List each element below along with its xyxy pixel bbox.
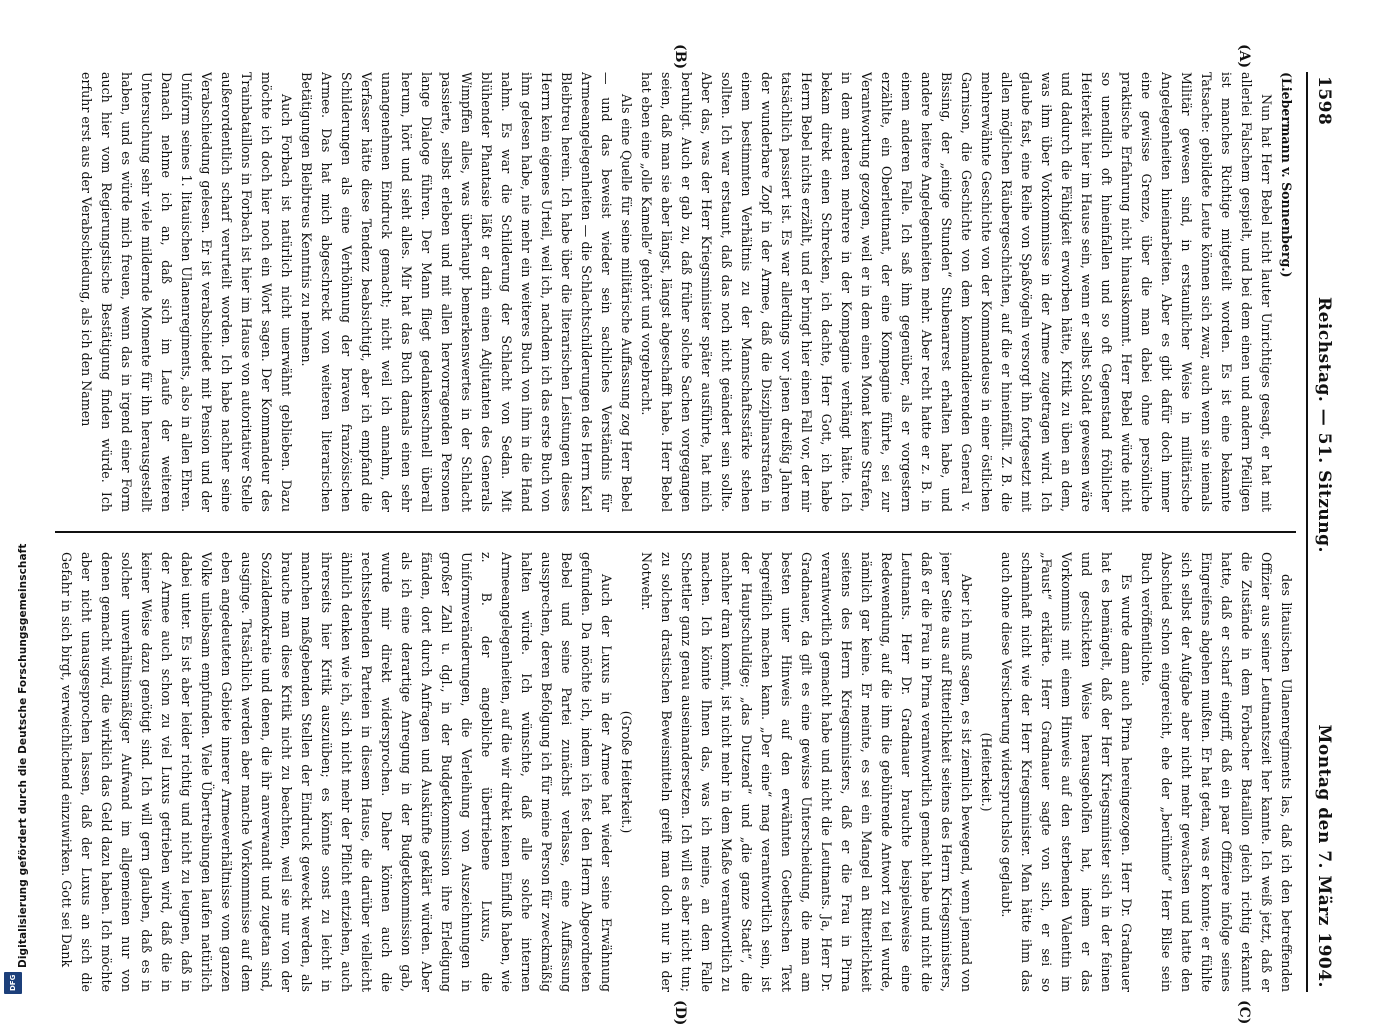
paragraph: Auch Forbach ist natürlich nicht unerwähnt geblieben. Dazu möchte ich doch hier noch ein Wort sagen. Der Kommandeur des Trainbataillons in Forbach ist hier im Hause von autoritativer Stelle außerordentlich scharf verurteilt worden. Ich habe nachher seine Verabschiedung gelesen. Er ist verabschiedet mit Pension und der Uniform seines 1. litauischen Ulanenregiments, also in allen Ehren. Danach nehme ich an, daß sich im Laufe der weiteren Untersuchung sehr viele mildernde Momente für ihn herausgestellt haben, und es würde mich freuen, wenn das in irgend einer Form auch hier vom Regierungstische Bestätigung finden würde. Ich erfuhr erst aus der Verabschiedung, als ich den Namen [79,72,294,512]
speaker-name: (Liebermann v. Sonnenberg.) [1279,72,1294,278]
margin-marker-d: (D) [672,1000,688,1025]
footer-strip [2,0,29,1000]
header-title: Reichstag. — 51. Sitzung. [1314,296,1334,553]
dfg-logo: DFG [4,972,22,994]
paragraph: Es wurde dann auch Pirna hereingezogen. Herr Dr. Gradnauer hat es bemängelt, daß der Herr Kriegsminister sich in der feinen und geschickten Weise herausgeholfen hat, indem er das Vorkommnis mit einem Hinweis auf den sterbenden Valentin im „Faust“ erklärte. Herr Gradnauer sagte von sich, er sei so schamhaft nicht wie der Herr Kriegsminister. Man hätte ihm das auch ohne diese Versicherung widerspruchslos geglaubt. [999,552,1134,992]
page-header [1306,72,1340,992]
paragraph: Als eine Quelle für seine militärische Auffassung zog Herr Bebel — und das beweist wieder sein sachliches Verständnis für Armeeangelegenheiten — die Schlachtschilderungen des Herrn Karl Bleibtreu herein. Ich habe über die literarischen Leistungen dieses Herrn kein eigenes Urteil, weil ich, nachdem ich das erste Buch von ihm gelesen habe, nie mehr ein weiteres Buch von ihm in die Hand nahm. Es war die Schilderung der Schlacht von Sedan. Mit blühender Phantasie läßt er darin einen Adjutanten des Generals Wimpffen alles, was überhaupt bemerkenswertes in der Schlacht passierte, selbst erleben und mit allen hervorragenden Personen lange Dialoge führen. Der Mann fliegt gedankenschnell überall herum, hört und sieht alles. Mir hat das Buch damals einen sehr unangenehmen Eindruck gemacht; nicht weil ich annahm, der Verfasser hätte diese Tendenz beabsichtigt, aber ich empfand die Schilderungen als eine Verhöhnung der braven französischen Armee. Das hat mich abgeschreckt von weiteren literarischen Betätigungen Bleibtreus Kenntnis zu nehmen. [299,72,634,512]
column-divider [55,531,1296,533]
margin-marker-c: (C) [1236,1000,1252,1025]
page-number: 1598 [1314,76,1334,126]
header-date: Montag den 7. März 1904. [1314,724,1334,988]
interjection: (Große Heiterkeit.) [619,710,634,834]
right-column [55,552,1296,992]
margin-marker-b: (B) [672,44,688,70]
interjection: (Heiterkeit.) [979,732,994,812]
left-column [55,72,1296,512]
paragraph: des litauischen Ulanenregiments las, daß ich den betreffenden Offizier aus seiner Leutnantszeit her kannte. Ich weiß jetzt, daß er die Zustände in dem Forbacher Bataillon gleich richtig erkannt hatte, daß er scharf eingriff, daß ein paar Offiziere infolge seines Eingreifens abgehen mußten. Er hat getan, was er konnte; er fühlte sich selbst der Aufgabe aber nicht mehr gewachsen und hatte den Abschied schon eingereicht, ehe der „berühmte“ Herr Bilse sein Buch veröffentlichte. [1139,552,1294,992]
footer-credit: Digitalisierung gefördert durch die Deutsche Forschungsgemeinschaft [17,543,29,968]
paragraph: Auch der Luxus in der Armee hat wieder seine Erwähnung gefunden. Da möchte ich, indem ich fest den Herrn Abgeordneten Bebel und seine Partei zunächst verlasse, eine Auffassung aussprechen, deren Befolgung ich für meine Person für zweckmäßig halten würde. Ich wünschte, daß alle solche internen Armeeangelegenheiten, auf die wir direkt keinen Einfluß haben, wie z. B. der angebliche übertriebene Luxus, die Uniformveränderungen, die Verleihung von Auszeichnungen in großer Zahl u. dgl., in der Budgetkommission ihre Erledigung fänden, dort durch Anfragen und Auskünfte geklärt würden. Aber als ich eine derartige Anregung in der Budgetkommission gab, wurde mir direkt widersprochen. Daher können auch die rechtsstehenden Parteien in diesem Hause, die darüber vielleicht ähnlich denken wie ich, sich nicht mehr der Pflicht entziehen, auch ihrerseits hier Kritik auszuüben; es könnte sonst zu leicht in manchen maßgebenden Stellen der Eindruck geweckt werden, als brauche man diese Kritik nicht zu beachten, weil sie nur von der Sozialdemokratie und denen, die ihr anverwandt und zugetan sind, ausginge. Tatsächlich werden aber manche Vorkommnisse auf dem eben angedeuteten Gebiete innerer Armeeverhältnisse vom ganzen Volke unliebsam empfunden. Viele Übertreibungen laufen natürlich dabei unter. Es ist aber leider richtig und nicht zu leugnen, daß in der Armee auch schon zu viel Luxus getrieben wird, daß die in keiner Weise dazu genötigt sind. Ich will gern glauben, daß es in solcher unverhältnismäßiger Aufwand im allgemeinen nur von denen gemacht wird, die wirklich das Geld dazu haben. Ich möchte aber nicht unausgesprochen lassen, daß der Luxus an sich die Gefahr in sich birgt, verweichlichend einzuwirken. Gott sei Dank [59,552,614,992]
paragraph: Nun hat Herr Bebel nicht lauter Unrichtiges gesagt, er hat mit allerlei Falschem gespielt, und bei dem einen und andern Pfeiligen ist manches Richtige mitgeteilt worden. Es ist eine bekannte Tatsache: gebildete Leute können sich zwar, auch wenn sie niemals Militär gewesen sind, in erstaunlicher Weise in militärische Angelegenheiten hineinarbeiten. Aber es gibt dafür doch immer eine gewisse Grenze, über die man dabei ohne persönliche praktische Erfahrung nicht hinauskommt. Herr Bebel würde nicht so unendlich oft hineinfallen und so oft Gegenstand fröhlicher Heiterkeit hier im Hause sein, wenn er selbst Soldat gewesen wäre und dadurch die Fähigkeit erworben hätte, Kritik zu üben an dem, was ihm über Vorkommnisse in der Armee zugetragen wird. Ich glaube fast, eine Reihe von Spaßvögeln versorgt ihn fortgesetzt mit allen möglichen Räubergeschichten, auf die er hineinfällt. Z. B. die mehrerwähnte Geschichte von der Kommandeuse in einer östlichen Garnison, die Geschichte von dem kommandierenden General v. Bissing, der „einige Stunden“ Stubenarrest erhalten habe, und andere heitere Angelegenheiten mehr. Aber recht hatte er z. B. in einem anderen Falle. Ich saß ihm gegenüber, als er vorgestern erzählte, ein Oberleutnant, der eine Kompagnie führte, sei zur Verantwortung gezogen, weil er in dem einen Monat keine Strafen, in dem anderen mehrere in der Kompagnie verhängt hätte. Ich bekam direkt einen Schrecken, ich dachte, Herr Gott, ich habe Herrn Bebel nichts erzählt, und er bringt hier einen Fall vor, der mir tatsächlich passiert ist. Es war allerdings vor jenen dreißig Jahren der wunderbare Zopf in der Armee, daß die Disziplinarstrafen in einem bestimmten Verhältnis zu der Mannschaftsstärke stehen sollten. Ich war erstaunt, daß das noch nicht geändert sein sollte. Aber das, was der Herr Kriegsminister später ausführte, hat mich beruhigt. Auch er gab zu, daß früher solche Sachen vorgegangen seien, daß man sie aber längst, längst abgeschafft habe. Herr Bebel hat eben eine „olle Kamelle“ gehört und vorgebracht. [639,72,1274,512]
rotated-page [55,44,1340,1025]
text-columns [55,44,1296,1025]
paragraph: Aber ich muß sagen, es ist ziemlich bewegend, wenn jemand von jener Seite aus auf Ritterlichkeit seitens des Herrn Kriegsministers, daß er die Frau in Pirna verantwortlich gemacht habe und nicht die Leutnants. Herr Dr. Gradnauer brauchte beispielsweise eine Redewendung, auf die ihm die gebührende Antwort zu teil wurde, nämlich gar keine. Er meinte, es sei ein Mangel an Ritterlichkeit seitens des Herrn Kriegsministers, daß er die Frau in Pirna verantwortlich gemacht habe und nicht die Leutnants. Ja, Herr Dr. Gradnauer, da gilt es eine gewisse Unterscheidung, die man am besten unter Hinweis auf den erwähnten Goetheschen Text begreiflich machen kann. „Der eine“ mag verantwortlich sein, ist der Hauptschuldige; „das Dutzend“ und „die ganze Stadt“, die nachher dran kommt, ist nicht mehr in dem Maße verantwortlich zu machen. Ich könnte Ihnen das, was ich meine, an dem Falle Schettler ganz genau auseinandersetzen. Ich will es aber nicht tun; zu solchen drastischen Beweismitteln greift man doch nur in der Notwehr. [639,552,974,992]
margin-marker-a: (A) [1236,44,1252,69]
